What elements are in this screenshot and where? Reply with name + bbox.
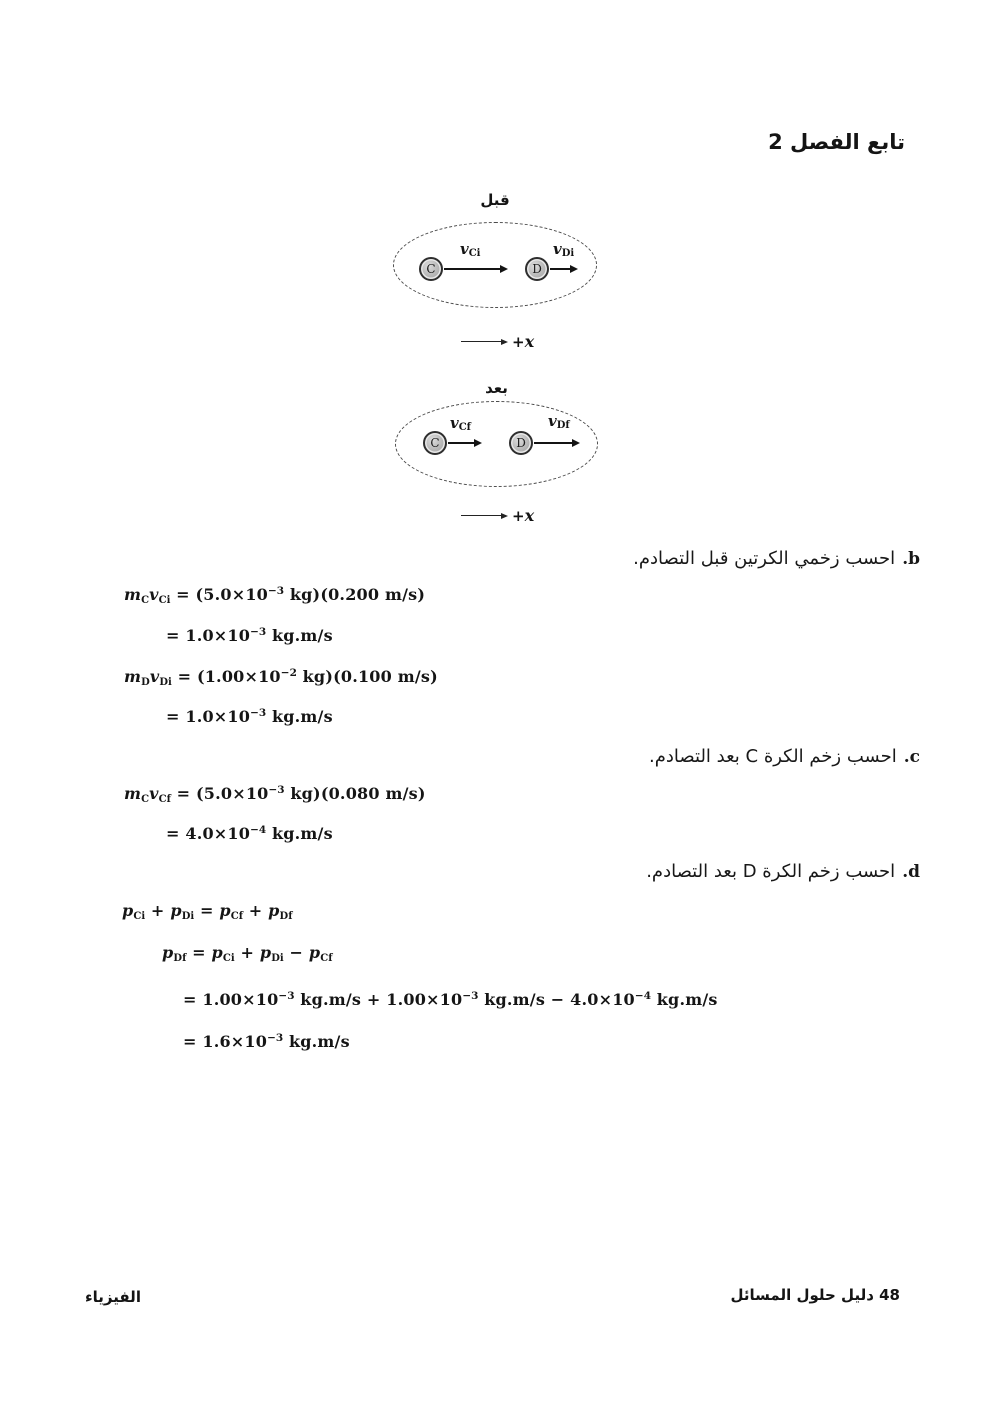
velocity-arrow-d-final: [534, 442, 572, 444]
velocity-arrow-d-initial: [550, 268, 570, 270]
part-b-label: b.: [902, 549, 920, 569]
x-axis-arrow-after: [461, 515, 501, 516]
x-axis-label-after: [512, 506, 534, 525]
velocity-arrow-c-initial: [444, 268, 500, 270]
velocity-symbol: v: [553, 240, 562, 258]
velocity-subscript: Di: [561, 248, 575, 259]
velocity-subscript: Cf: [458, 422, 471, 433]
velocity-subscript: Ci: [468, 248, 481, 259]
plus-sign: +: [512, 507, 525, 525]
x-symbol: x: [524, 506, 535, 525]
plus-sign: +: [512, 333, 525, 351]
equation-momentum-d-final-solve: $p_{Df} = p_{Ci} + p_{Di} - p_{Cf}$: [162, 943, 333, 964]
ball-c-label: C: [426, 262, 436, 276]
part-c-label: c.: [903, 747, 920, 767]
ball-d-label: D: [516, 436, 526, 450]
part-b-text: احسب زخمي الكرتين قبل التصادم.: [633, 548, 896, 569]
velocity-label-d-final: [548, 412, 570, 431]
ball-c-label: C: [430, 436, 440, 450]
before-diagram-caption: قبل: [480, 191, 510, 209]
equation-momentum-conservation: $p_{Ci} + p_{Di} = p_{Cf} + p_{Df}$: [122, 901, 293, 922]
ball-c-after: [423, 431, 447, 455]
ball-c-before: [419, 257, 443, 281]
velocity-label-c-final: [450, 414, 471, 433]
part-d-text: احسب زخم الكرة D بعد التصادم.: [646, 861, 896, 882]
ball-d-before: [525, 257, 549, 281]
after-diagram-caption: بعد: [485, 379, 508, 397]
prompt-part-b: [633, 548, 920, 569]
prompt-part-d: [646, 861, 920, 882]
x-axis-label-before: [512, 332, 534, 351]
velocity-symbol: v: [450, 414, 459, 432]
part-c-text: احسب زخم الكرة C بعد التصادم.: [649, 746, 897, 767]
ball-d-after: [509, 431, 533, 455]
velocity-symbol: v: [460, 240, 469, 258]
ball-d-label: D: [532, 262, 542, 276]
x-symbol: x: [524, 332, 535, 351]
velocity-symbol: v: [548, 412, 557, 430]
prompt-part-c: [649, 746, 920, 767]
x-axis-arrow-before: [461, 341, 501, 342]
velocity-subscript: Df: [556, 420, 570, 431]
equation-momentum-d-final-result: = $1.6\times 10^{-3}$ kg.m/s: [183, 1032, 350, 1051]
footer-page-info: 48 دليل حلول المسائل: [730, 1286, 900, 1304]
equation-momentum-c-final-result: = $4.0\times 10^{-4}$ kg.m/s: [166, 824, 333, 843]
equation-momentum-d-final-substitute: = $1.00\times 10^{-3}$ $kg.m/s + 1.00\times 10^{-3}$ $kg.m/s - 4.0\times 10^{-4}$ kg.m/s: [183, 990, 718, 1009]
page-title: تابع الفصل 2: [768, 130, 905, 154]
equation-momentum-c-initial: $m_Cv_{Ci} = (5.0\times 10^{-3}$ kg)(0.200 m/s): [124, 585, 426, 606]
velocity-label-c-initial: [460, 240, 480, 259]
velocity-label-d-initial: [553, 240, 574, 259]
part-d-label: d.: [902, 862, 920, 882]
equation-momentum-c-final: $m_Cv_{Cf} = (5.0\times 10^{-3}$ kg)(0.080 m/s): [124, 784, 426, 805]
equation-momentum-d-initial-result: = $1.0\times 10^{-3}$ kg.m/s: [166, 707, 333, 726]
equation-momentum-c-initial-result: = $1.0\times 10^{-3}$ kg.m/s: [166, 626, 333, 645]
footer-book-title: الفيزياء: [85, 1288, 141, 1306]
velocity-arrow-c-final: [448, 442, 474, 444]
equation-momentum-d-initial: $m_Dv_{Di} = (1.00\times 10^{-2}$ kg)(0.100 m/s): [124, 667, 438, 688]
